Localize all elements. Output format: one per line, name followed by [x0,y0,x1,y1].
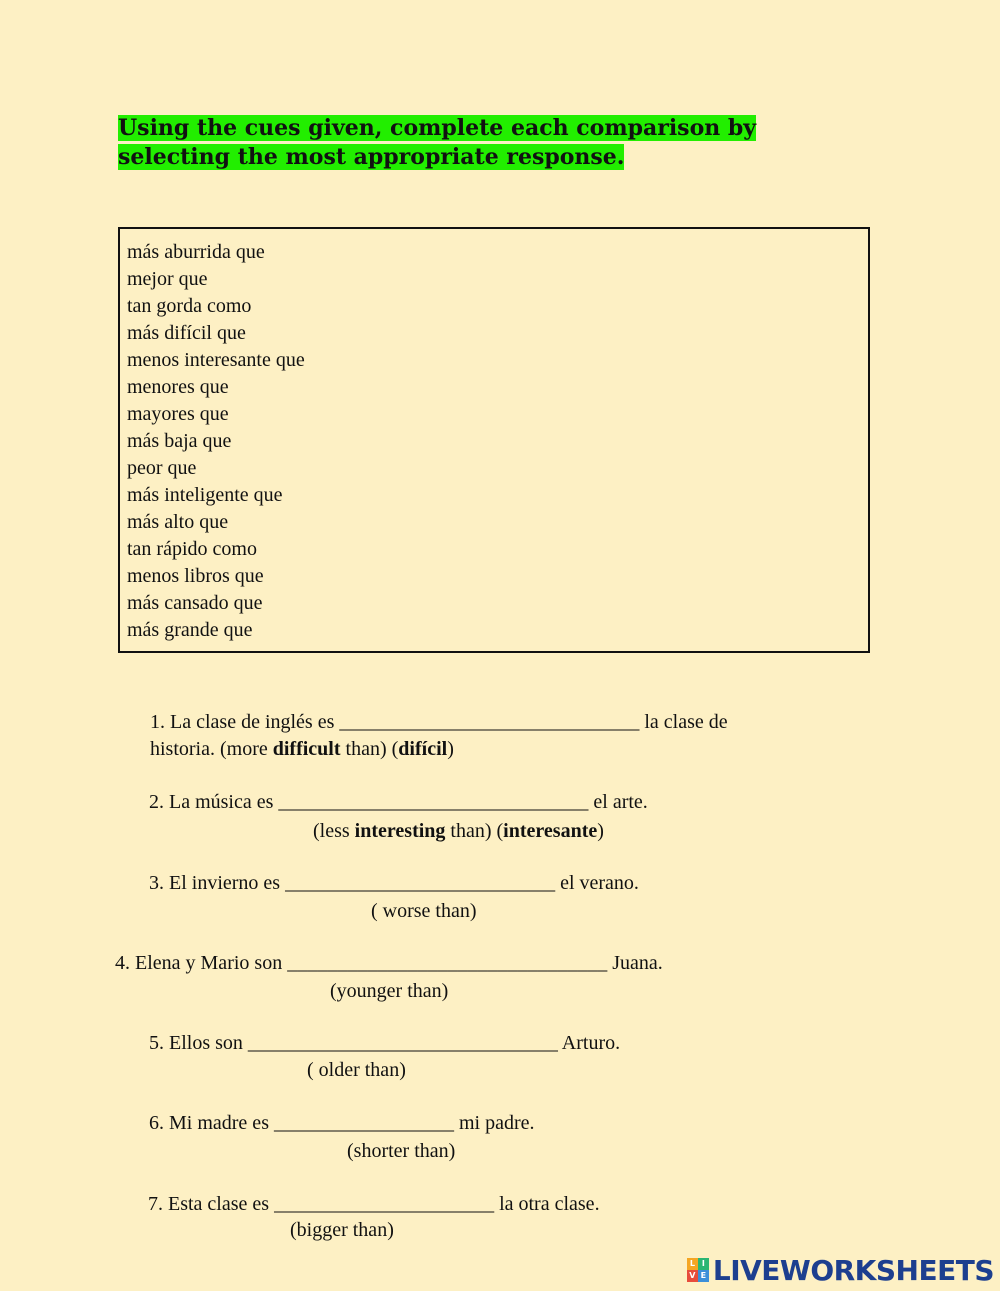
word-bank-item: menos interesante que [127,349,305,371]
question-1-hint-close: ) [447,738,454,760]
question-6-sentence: 6. Mi madre es __________________ mi padre. [149,1112,535,1134]
word-bank-item: mayores que [127,403,229,425]
question-2-sentence: 2. La música es _______________________________ el arte. [149,791,648,813]
question-2-hint-text: (less [313,820,355,842]
question-3-sentence: 3. El invierno es ___________________________ el verano. [149,872,639,894]
question-2-hint [313,818,604,845]
word-bank-box [118,227,870,653]
question-5-hint: ( older than) [307,1059,406,1081]
question-1-hint-english: difficult [272,738,341,760]
question-1-hint-mid: than) ( [340,738,399,760]
liveworksheets-logo-text: LIVEWORKSHEETS [712,1253,994,1287]
liveworksheets-logo [687,1255,994,1285]
question-5-sentence: 5. Ellos son _______________________________ Arturo. [149,1032,621,1054]
question-2-hint-mid: than) ( [445,820,504,842]
word-bank-item: peor que [127,457,197,479]
question-4-sentence: 4. Elena y Mario son ________________________________ Juana. [115,952,663,974]
question-4-hint: (younger than) [330,980,449,1002]
question-2-hint-english: interesting [354,820,446,842]
logo-mark-letter: E [698,1270,709,1282]
word-bank-item: mejor que [127,268,208,290]
instructions-line-1: Using the cues given, complete each comparison by [118,115,757,141]
question-7-hint: (bigger than) [290,1219,394,1241]
question-2-hint-spanish: interesante [503,820,598,842]
word-bank-item: más baja que [127,430,232,452]
word-bank-item: más aburrida que [127,241,265,263]
word-bank-item: menores que [127,376,229,398]
word-bank-item: más difícil que [127,322,246,344]
word-bank-item: más grande que [127,619,253,641]
word-bank-item: tan rápido como [127,538,257,560]
question-7-sentence: 7. Esta clase es ______________________ la otra clase. [148,1193,600,1215]
logo-mark-letter: L [687,1258,698,1270]
logo-mark-letter: V [687,1270,698,1282]
question-6-hint: (shorter than) [347,1140,456,1162]
instructions-line-2: selecting the most appropriate response. [118,144,625,170]
word-bank-item: más alto que [127,511,229,533]
word-bank-item: menos libros que [127,565,264,587]
word-bank-item: más inteligente que [127,484,283,506]
liveworksheets-logo-icon [687,1258,709,1282]
question-1-sentence: 1. La clase de inglés es ______________________________ la clase de [150,711,728,733]
word-bank-item: tan gorda como [127,295,252,317]
question-2-hint-close: ) [597,820,604,842]
logo-mark-letter: I [698,1258,709,1270]
question-1-hint-spanish: difícil [398,738,448,760]
instructions-heading [118,114,798,172]
word-bank-list [127,239,868,644]
question-3-hint: ( worse than) [371,900,477,922]
question-1-hint [150,736,454,763]
question-1-hint-text: historia. (more [150,738,273,760]
word-bank-item: más cansado que [127,592,263,614]
